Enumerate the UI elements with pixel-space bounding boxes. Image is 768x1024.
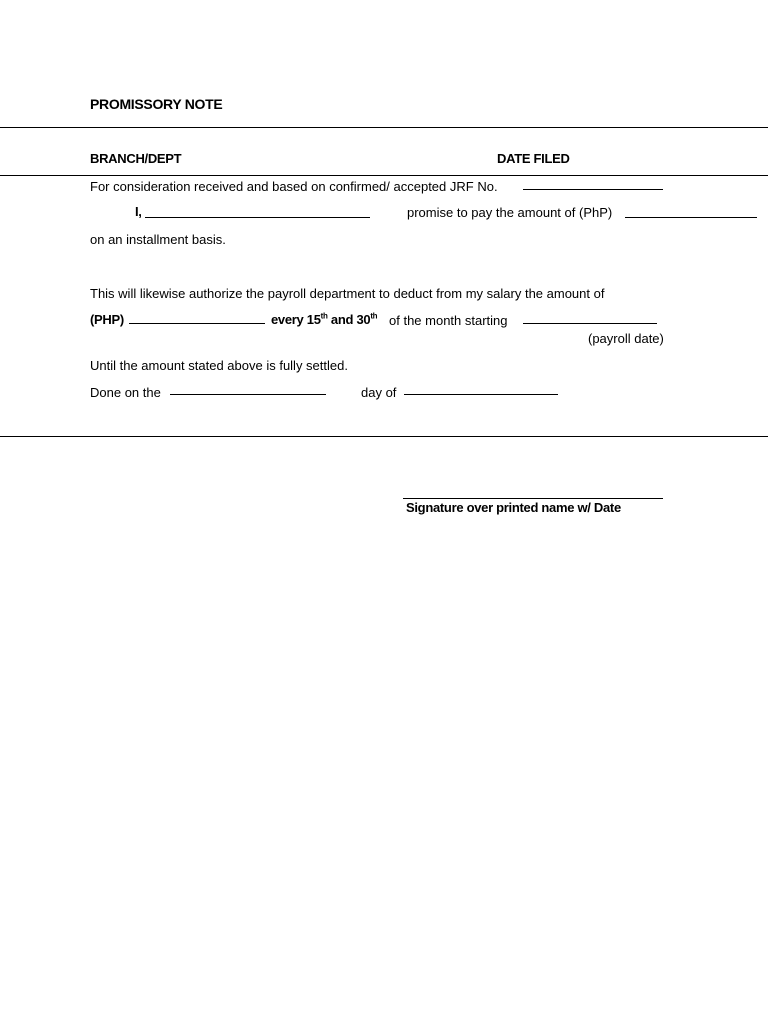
installment-text: on an installment basis. xyxy=(90,232,226,247)
amount-blank[interactable] xyxy=(625,217,757,218)
ordinal-suffix-1: th xyxy=(320,311,328,321)
every-15-text: every 15 xyxy=(271,312,321,327)
name-blank[interactable] xyxy=(145,217,370,218)
done-on-text: Done on the xyxy=(90,385,161,400)
signature-line[interactable] xyxy=(403,498,663,499)
promise-text: promise to pay the amount of (PhP) xyxy=(407,205,613,220)
divider-header xyxy=(0,175,768,176)
authorize-text: This will likewise authorize the payroll department to deduct from my salary the amount of xyxy=(90,286,605,301)
settled-text: Until the amount stated above is fully settled. xyxy=(90,358,348,373)
date-filed-label: DATE FILED xyxy=(497,151,570,166)
month-starting-text: of the month starting xyxy=(389,313,508,328)
jrf-line-text: For consideration received and based on confirmed/ accepted JRF No. xyxy=(90,179,498,194)
php-label: (PHP) xyxy=(90,312,124,327)
signature-label: Signature over printed name w/ Date xyxy=(406,500,621,515)
pay-schedule-text xyxy=(271,312,377,328)
jrf-number-blank[interactable] xyxy=(523,189,663,190)
ordinal-suffix-2: th xyxy=(370,311,378,321)
done-month-blank[interactable] xyxy=(404,394,558,395)
divider-top xyxy=(0,127,768,128)
done-day-blank[interactable] xyxy=(170,394,326,395)
payroll-date-caption: (payroll date) xyxy=(588,331,664,346)
page-title: PROMISSORY NOTE xyxy=(90,96,223,112)
pronoun-text: I, xyxy=(135,204,142,219)
and-30-text: and 30 xyxy=(327,312,371,327)
branch-dept-label: BRANCH/DEPT xyxy=(90,151,182,166)
deduction-amount-blank[interactable] xyxy=(129,323,265,324)
divider-bottom xyxy=(0,436,768,437)
day-of-text: day of xyxy=(361,385,397,400)
start-date-blank[interactable] xyxy=(523,323,657,324)
